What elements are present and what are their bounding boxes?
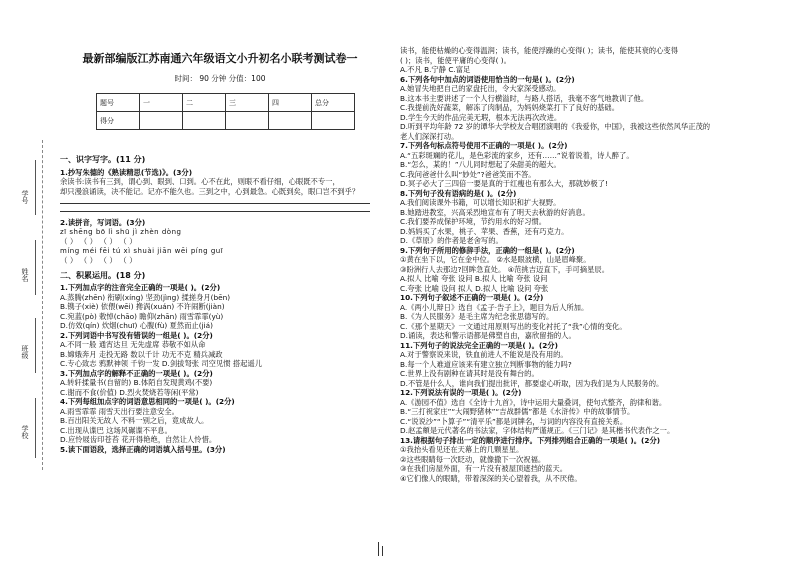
- page-fold-mark: [382, 546, 383, 556]
- gutter-label-student-id: 学号: [21, 190, 29, 204]
- question-stem: 9.下列句子所用的修辞手法，正确的一组是( )。(2分): [400, 245, 575, 255]
- score-input-cell[interactable]: [269, 112, 312, 130]
- question-line: B.她踏进教室，兴高采烈地宣布有了明天去秋游的好消息。: [400, 207, 590, 217]
- question-line: ④它们像人的眼睛，带着深深的关心望着我，从不厌倦。: [400, 473, 582, 483]
- question-stem: 4.下列每组加点字的词语意思相同的一项是( )。(2分): [60, 397, 235, 406]
- question-line: C.出现从谍巴 这场风碾谍不平息。: [60, 425, 172, 435]
- question-stem: 2.读拼音，写词语。(3分): [60, 218, 146, 227]
- question-line: A.对于警察说来说，铁血前进人不能说是没有用的。: [400, 350, 568, 359]
- question-line: D.妈妈买了水果，桃子、苹果、香蕉，还有巧克力。: [400, 226, 569, 236]
- question-line: D.学生今天的作品完美无瑕，根本无法再次改进。: [400, 112, 562, 122]
- question-line: B.《为人民服务》是毛主席为纪念张思德写的。: [400, 312, 554, 321]
- question-line: D.仿效(qín) 炊烟(chuī) 心腹(fù) 夏然而止(jiá): [60, 321, 213, 330]
- question-stem: 6.下列各句中加点的词语使用恰当的一句是( )。(2分): [400, 74, 575, 84]
- question-line: ①黄在坐下以，它在金中位。 ②水是眼波横，山是眉峰聚。: [400, 255, 591, 264]
- gutter-blank-name[interactable]: [35, 240, 36, 295]
- question-stem: 2.下列词语中书写没有错误的一组是( )。(2分): [60, 330, 213, 340]
- question-line: D.赵孟頫是元代著名的书法家，字体结构严谨规正。《三门记》是其楷书代表作之一。: [400, 426, 675, 435]
- gutter-label-school: 学校: [21, 425, 29, 439]
- question-line: （ ） （ ） （ ） （ ）: [60, 256, 137, 265]
- question-line: C.谢而不食(价值) D.烈火焚烧若等闲(平常): [60, 387, 199, 397]
- score-cell: 二: [183, 94, 226, 112]
- question-line: C.《那个星期天》一文通过用原则写出的变化衬托了“我”心情的变化。: [400, 321, 627, 331]
- question-line: ③在我们房屋外面，有一片没有被屋顶遮挡的蓝天。: [400, 464, 568, 473]
- question-line: C.我问爸爸什么叫“妙处”?爸爸笑而不答。: [400, 169, 536, 179]
- question-stem: 7.下列各句标点符号使用不正确的一项是( )。(2分): [400, 141, 568, 150]
- question-line: C.专心致志 鸦默神领 千钧一发 D.剑拔弩张 司空见惯 搭起遥儿: [60, 359, 263, 368]
- question-line: B.“三打祝家庄”“大闹野猪林”“吉战群儒”都是《水浒传》中的故事情节。: [400, 407, 635, 416]
- question-line: C.“说说沙”“卜算子”“清平乐”都是词牌名，与词的内容没有直接关系。: [400, 416, 628, 426]
- question-line: D.应怜屐齿印苍苔 花开得艳绝，自然让人怜惜。: [60, 435, 217, 444]
- question-stem: 10.下列句子叙述不正确的一项是( )。(2分): [400, 293, 544, 302]
- score-cell: 总分: [312, 94, 355, 112]
- question-line: 却只漫浪诵读，决不能记。记亦不能久也。三到之中，心到最急。心既到矣，眼口岂不到乎？: [60, 186, 360, 196]
- question-line: B.镌子(xiè) 依偎(wēi) 搀涡(xuán) 不许闹断(jiàn): [60, 302, 225, 311]
- section-heading: 二、积累运用。(18 分): [60, 270, 146, 280]
- question-line: A.拟人 比喻 夸张 设问 B.拟人 比喻 夸张 设问: [400, 274, 548, 283]
- score-input-cell[interactable]: [312, 112, 355, 130]
- question-line: zī shēng bō lì shū jì zhèn dòng: [60, 227, 182, 236]
- question-line: 老人们深深打动。: [400, 131, 459, 141]
- question-line: A.蒸腾(zhēn) 衔刷(xíng) 坚劲(jìng) 揉搓身月(bēn): [60, 292, 231, 302]
- question-line: ③盼洲行人去那边?回眸急直处。 ④范挑吉迈直下，手可摘星辰。: [400, 264, 609, 274]
- exam-time-score: 时间： 90 分钟 分值：100: [174, 74, 266, 83]
- question-line: ①我抬头看见还在天幕上的几颗星星。: [400, 445, 524, 454]
- score-table-header-row: [97, 94, 355, 112]
- score-cell: 三: [226, 94, 269, 112]
- gutter-blank-student-id[interactable]: [35, 160, 36, 215]
- question-line: A.转轩揉量书(自留的) B.体陌自发现黄鸡(不要): [60, 378, 213, 387]
- question-stem: 3.下列加点字的解释不正确的一项是( )。(2分): [60, 368, 213, 378]
- answer-blank-line[interactable]: [60, 202, 370, 204]
- question-stem: 1.抄写朱德的《熟读精思(节选)》。(3分): [60, 167, 193, 177]
- question-line: A.“五彩斑斓的花儿，是色彩流的家乡，还有……”说着说着，诗人醉了。: [400, 150, 634, 160]
- gutter-label-name: 姓名: [21, 268, 29, 282]
- question-line: D.不管是什么人，谁向我们提出批评，都要虚心听取，因为我们是为人民服务的。: [400, 378, 664, 388]
- question-line: B.“怎么，某的！”八儿同时想起了朵甜美的超大。: [400, 160, 561, 169]
- question-line: A.我们阅读课外书籍，可以增长知识和扩大视野。: [400, 198, 561, 207]
- question-line: 余读书:读书有三到，谓心到、眼到、口到。心不在此，则眼不看仔细，心眼既不专一，: [60, 177, 340, 186]
- question-line: A.《两小儿辩日》选自《孟子·告子上》，题目为后人所加。: [400, 302, 589, 312]
- question-line: C.夸张 比喻 设问 拟人 D.拟人 比喻 设问 夸张: [400, 283, 549, 293]
- question-line: C.世界上没有剧种在请其时是没有舞台的。: [400, 369, 539, 378]
- question-stem: 12.下列说法有误的一项是( )。(2分): [400, 388, 522, 397]
- question-line: A.不同一般 通宵达旦 无先虚席 恭敬不如从命: [60, 340, 206, 349]
- question-stem: 13.请根据句子排出一定的顺序进行排序。下列排列组合正确的一项是( )。(2分): [400, 435, 661, 445]
- score-cell: 一: [140, 94, 183, 112]
- question-line: D.冥子必大了三四倍一要是真的于红瘦也有那么大，那就妙极了!: [400, 179, 608, 188]
- score-cell: 四: [269, 94, 312, 112]
- answer-blank-line[interactable]: [60, 210, 370, 212]
- score-cell: 得分: [97, 112, 140, 130]
- question-line: A.《游园不值》选自《全诗十九首》，诗中运用大量叠词，使句式整齐，韵律和谐。: [400, 397, 667, 407]
- score-table: [96, 93, 355, 130]
- score-input-cell[interactable]: [140, 112, 183, 130]
- score-input-cell[interactable]: [226, 112, 269, 130]
- question-line: ②这些眼睛每一次眨动，就像撒下一次祝福。: [400, 454, 546, 464]
- question-line: 读书，能使枯燥的心变得温润；读书，能使浮躁的心变得( )；读书，能使其衰的心变得: [400, 46, 678, 55]
- question-line: B.这本书主要讲述了一个人行横溢时，与路人搭话，我毫不客气地教训了他。: [400, 93, 649, 103]
- question-line: B.嫦娥奔月 走投无路 数以千计 功无不克 精兵减政: [60, 349, 223, 359]
- score-cell: 题号: [97, 94, 140, 112]
- binding-gutter: [0, 0, 46, 561]
- question-line: D.诵读，表达和警示语都是佛塑自由，嘉欣留指的人。: [400, 331, 576, 340]
- gutter-label-class: 班级: [21, 345, 29, 359]
- page-fold-mark: [378, 542, 379, 556]
- question-stem: 1.下列加点字的注音完全正确的一项是( )。(2分): [60, 283, 221, 292]
- score-input-cell[interactable]: [183, 112, 226, 130]
- question-line: B.每一个人难道应该来有建立独立判断事物的能力吗?: [400, 359, 572, 369]
- question-line: A.她冒失地把自己的家盘托出，令大家深受感动。: [400, 84, 561, 93]
- question-line: ( )；读书，能使平庸的心变得( )。: [400, 55, 511, 65]
- question-line: D.《草原》的作者是老舍写的。: [400, 236, 503, 245]
- gutter-blank-class[interactable]: [35, 318, 36, 373]
- question-line: A.不凡 B.宁静 C.富足: [400, 65, 471, 74]
- question-line: C.我们要养成保护环境，节约用水的好习惯。: [400, 217, 547, 226]
- question-line: A.雨雪霏霏 雨雪天出行要注意安全。: [60, 406, 179, 416]
- question-line: C.我提前洗好蔬菜，解冻了肉制品，为妈妈烧菜打下了良好的基础。: [400, 103, 620, 112]
- question-line: míng méi fēi tú xì shuài jiān wēi píng guī: [60, 246, 224, 255]
- exam-title: 最新部编版江苏南通六年级语文小升初名小联考测试卷一: [82, 52, 358, 65]
- right-column: [400, 46, 790, 483]
- question-stem: 5.读下面语段，选择正确的词语填入括号里。(3分): [60, 444, 226, 454]
- question-line: （ ） （ ） （ ） （ ）: [60, 237, 137, 246]
- question-stem: 11.下列句子的说法完全正确的一项是( )。(2分): [400, 340, 558, 350]
- question-line: D.听到平均年龄 72 岁的谭华大学校友合唱团演唱的《我爱你，中国》，我被这些依然风华正茂的: [400, 122, 711, 131]
- question-stem: 8.下列句子没有语病的是( )。(2分): [400, 188, 517, 198]
- section-heading: 一、识字写字。(11 分): [60, 155, 146, 164]
- score-table-score-row: [97, 112, 355, 130]
- question-line: B.百出阳关无故人 不料一别之后，竟成故人。: [60, 416, 209, 425]
- gutter-blank-school[interactable]: [35, 398, 36, 458]
- left-column: [60, 150, 380, 454]
- gutter-cut-line: [42, 140, 43, 470]
- question-line: C.宛蓝(pò) 敕悼(chāo) 瞻仰(zhān) 雨雪霏霏(yù): [60, 311, 224, 321]
